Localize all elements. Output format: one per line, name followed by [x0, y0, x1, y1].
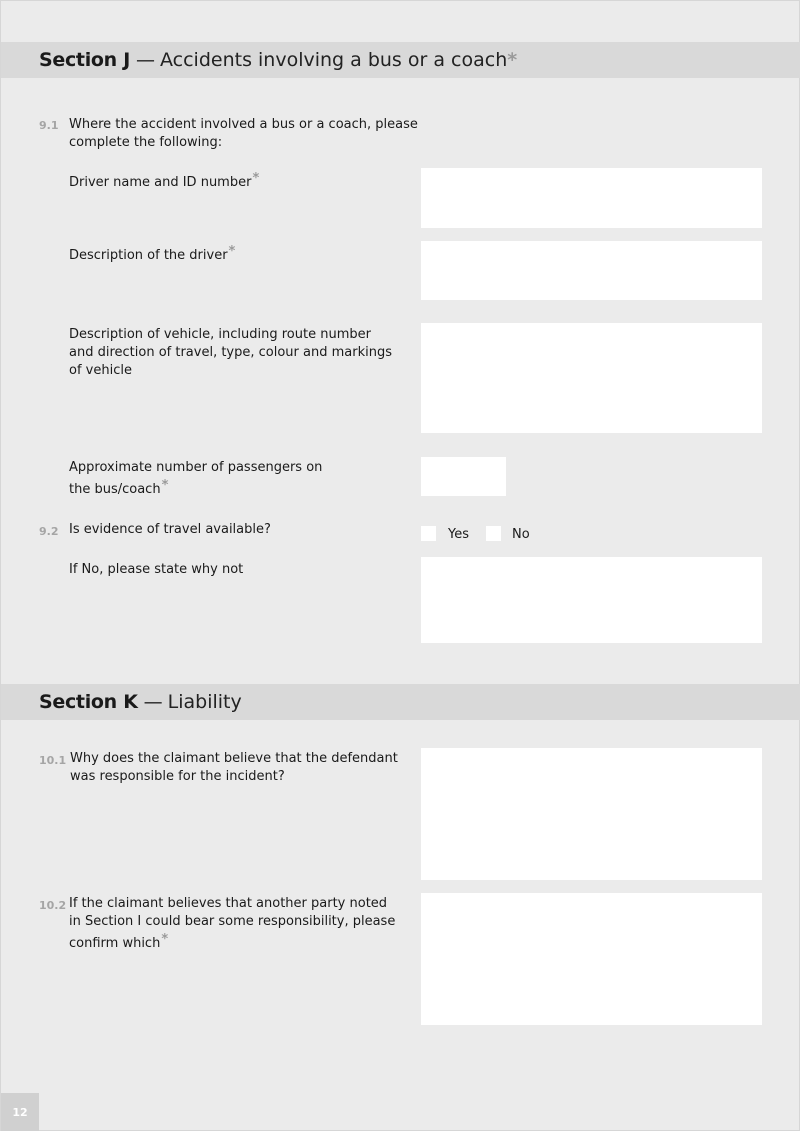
question-10-2-required-mark: * [161, 932, 169, 947]
question-10-1-number: 10.1 [39, 754, 67, 767]
driver-name-field[interactable] [421, 168, 762, 228]
question-10-2-line2: in Section I could bear some responsibility, please [69, 914, 396, 929]
question-10-2-text [69, 895, 395, 953]
question-10-2-line3: confirm which [69, 936, 161, 951]
vehicle-description-line3: of vehicle [69, 363, 132, 378]
section-j-dash: — [136, 49, 155, 71]
question-9-2-number: 9.2 [39, 525, 59, 538]
section-k-header [1, 684, 800, 720]
no-checkbox[interactable] [486, 526, 501, 541]
driver-name-label [69, 170, 259, 192]
section-k-name: Section K [39, 691, 138, 713]
question-10-1-line1: Why does the claimant believe that the defendant [70, 751, 398, 766]
evidence-question-label: Is evidence of travel available? [69, 522, 271, 537]
question-9-1-line2: complete the following: [69, 135, 223, 150]
section-j-required-mark: * [507, 49, 518, 71]
question-10-2-line1: If the claimant believes that another party noted [69, 896, 388, 911]
question-9-1-text [69, 116, 418, 152]
section-j-title: Accidents involving a bus or a coach [160, 49, 508, 71]
section-j-name: Section J [39, 49, 130, 71]
question-9-1-number: 9.1 [39, 119, 59, 132]
vehicle-description-line1: Description of vehicle, including route number [69, 327, 371, 342]
driver-description-field[interactable] [421, 241, 762, 300]
yes-label: Yes [448, 527, 469, 542]
page-number: 12 [1, 1093, 39, 1131]
if-no-label: If No, please state why not [69, 562, 244, 577]
other-party-responsibility-field[interactable] [421, 893, 762, 1025]
defendant-responsibility-field[interactable] [421, 748, 762, 880]
vehicle-description-label [69, 326, 392, 380]
section-k-dash: — [143, 691, 163, 713]
driver-description-label [69, 243, 235, 265]
passengers-required-mark: * [161, 478, 169, 493]
driver-name-label-text: Driver name and ID number [69, 175, 252, 190]
passengers-line2: the bus/coach [69, 482, 161, 497]
section-j-header [1, 42, 800, 78]
vehicle-description-field[interactable] [421, 323, 762, 433]
passengers-line1: Approximate number of passengers on [69, 460, 323, 475]
driver-description-required-mark: * [228, 244, 236, 259]
section-k-title: Liability [167, 691, 242, 713]
passengers-label [69, 459, 322, 499]
yes-checkbox[interactable] [421, 526, 436, 541]
passengers-field[interactable] [421, 457, 506, 496]
if-no-reason-field[interactable] [421, 557, 762, 643]
driver-description-label-text: Description of the driver [69, 248, 228, 263]
question-9-1-line1: Where the accident involved a bus or a coach, please [69, 117, 418, 132]
question-10-1-line2: was responsible for the incident? [70, 769, 285, 784]
vehicle-description-line2: and direction of travel, type, colour and markings [69, 345, 392, 360]
driver-name-required-mark: * [252, 171, 260, 186]
question-10-2-number: 10.2 [39, 899, 67, 912]
no-label: No [512, 527, 530, 542]
question-10-1-text [70, 750, 398, 786]
